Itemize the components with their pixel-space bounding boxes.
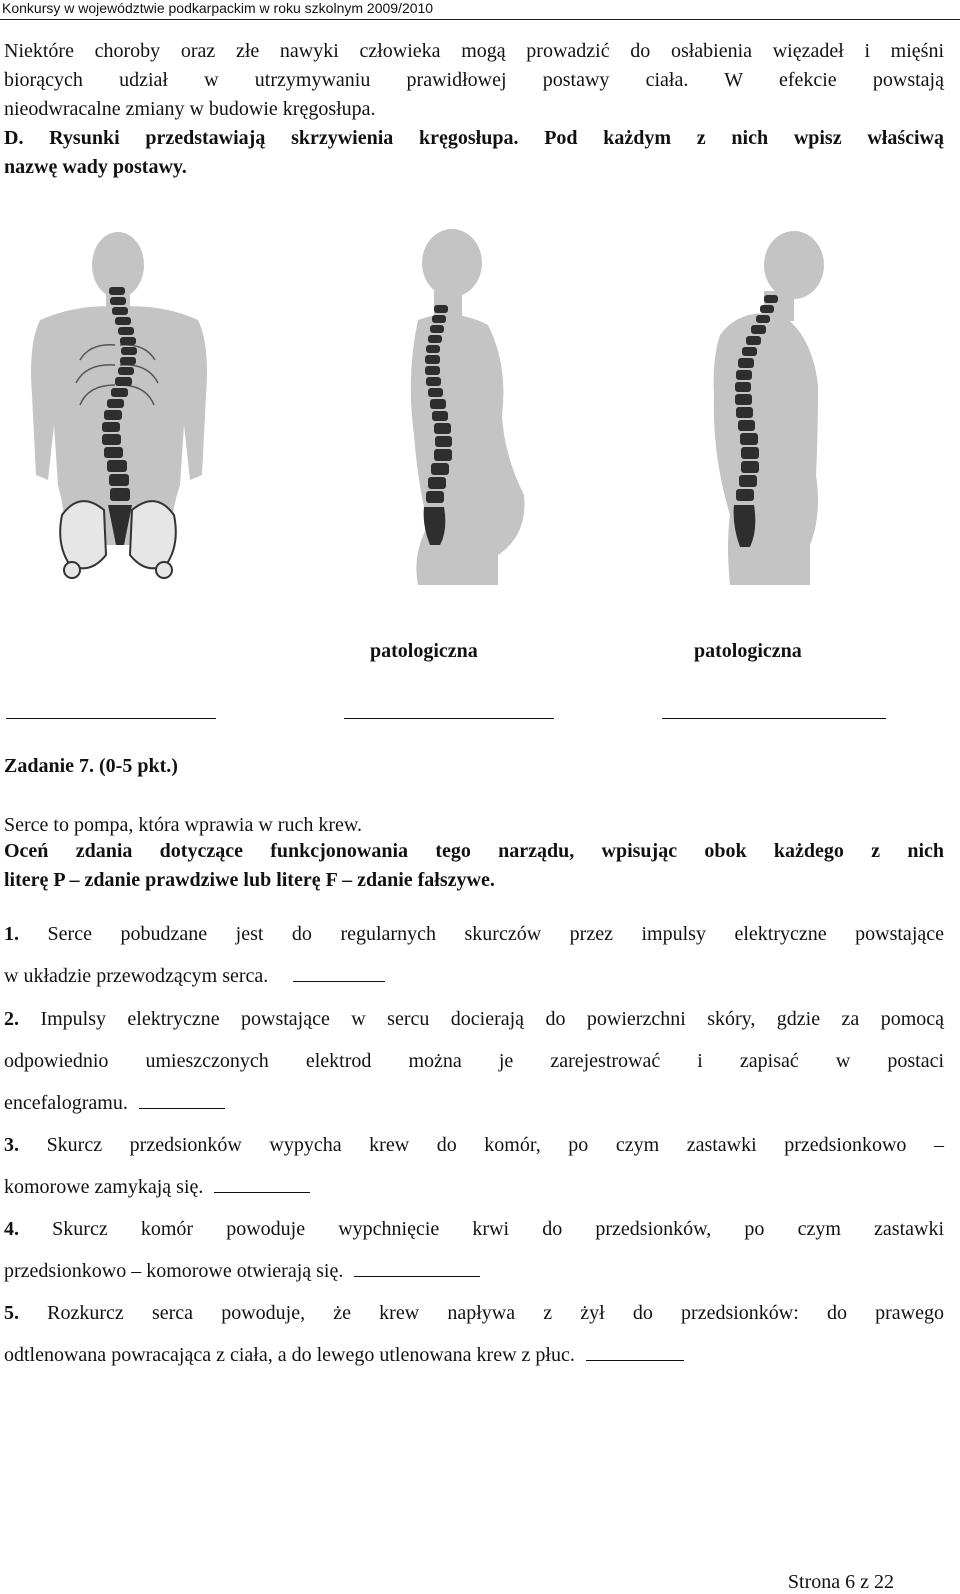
figure-kyphosis-side-view bbox=[690, 225, 860, 595]
figure-2-label: patologiczna bbox=[370, 640, 478, 662]
statement-4-line-2 bbox=[4, 1261, 944, 1282]
statement-2-number: 2. bbox=[4, 1008, 19, 1030]
statement-5-text-end: odtlenowana powracająca z ciała, a do lewego utlenowana krew z płuc. bbox=[4, 1344, 575, 1366]
statement-2-text: Impulsy elektryczne powstające w sercu docierają do powierzchni skóry, gdzie za pomocą bbox=[40, 1008, 945, 1030]
figure-scoliosis-back-view bbox=[20, 225, 220, 595]
statement-3-line-1 bbox=[4, 1135, 944, 1156]
statement-4-text-end: przedsionkowo – komorowe otwierają się. bbox=[4, 1260, 344, 1282]
statement-4-answer-blank[interactable] bbox=[354, 1275, 480, 1277]
figure-lordosis-side-view bbox=[378, 225, 548, 595]
task-7-instruction-line-1: Oceń zdania dotyczące funkcjonowania tego narządu, wpisując obok każdego z nich bbox=[4, 840, 944, 862]
statement-3-line-2 bbox=[4, 1177, 944, 1198]
statement-3-text: Skurcz przedsionków wypycha krew do komór, po czym zastawki przedsionkowo – bbox=[46, 1134, 944, 1156]
page-header: Konkursy w województwie podkarpackim w roku szkolnym 2009/2010 bbox=[0, 0, 960, 20]
statement-1-line-2 bbox=[4, 966, 944, 987]
statement-4-text: Skurcz komór powoduje wypchnięcie krwi do przedsionków, po czym zastawki bbox=[52, 1218, 944, 1240]
statement-2-text-end: encefalogramu. bbox=[4, 1092, 128, 1114]
statement-3-text-end: komorowe zamykają się. bbox=[4, 1176, 204, 1198]
intro-line-2: biorących udział w utrzymywaniu prawidłowej postawy ciała. W efekcie powstają bbox=[4, 69, 944, 91]
statement-3-number: 3. bbox=[4, 1134, 19, 1156]
statement-1-line-1 bbox=[4, 924, 944, 945]
task-7-instruction-line-2: literę P – zdanie prawdziwe lub literę F – zdanie fałszywe. bbox=[4, 869, 495, 891]
statement-5-answer-blank[interactable] bbox=[586, 1359, 684, 1361]
figure-1-answer-blank[interactable] bbox=[6, 718, 216, 719]
statement-2-answer-blank[interactable] bbox=[139, 1107, 225, 1109]
statement-1-answer-blank[interactable] bbox=[293, 980, 385, 982]
intro-line-3: nieodwracalne zmiany w budowie kręgosłupa. bbox=[4, 98, 376, 120]
task-d-line-1: D. Rysunki przedstawiają skrzywienia kręgosłupa. Pod każdym z nich wpisz właściwą bbox=[4, 127, 944, 149]
statement-5-line-2 bbox=[4, 1345, 944, 1366]
figure-3-answer-blank[interactable] bbox=[662, 718, 886, 719]
figure-3-label: patologiczna bbox=[694, 640, 802, 662]
task-d-line-2: nazwę wady postawy. bbox=[4, 156, 187, 178]
statement-4-number: 4. bbox=[4, 1218, 19, 1240]
statement-1-number: 1. bbox=[4, 923, 19, 945]
statement-4-line-1 bbox=[4, 1219, 944, 1240]
statement-5-number: 5. bbox=[4, 1302, 19, 1324]
task-7-title: Zadanie 7. (0-5 pkt.) bbox=[4, 755, 178, 777]
figure-2-answer-blank[interactable] bbox=[344, 718, 554, 719]
statement-2-line-1 bbox=[4, 1009, 944, 1030]
intro-line-1: Niektóre choroby oraz złe nawyki człowieka mogą prowadzić do osłabienia więzadeł i mięśni bbox=[4, 40, 944, 62]
spine-figures bbox=[0, 225, 960, 605]
task-7-lead: Serce to pompa, która wprawia w ruch krew. bbox=[4, 814, 363, 836]
page-number: Strona 6 z 22 bbox=[787, 1571, 894, 1593]
statement-5-line-1 bbox=[4, 1303, 944, 1324]
statement-1-text: Serce pobudzane jest do regularnych skurczów przez impulsy elektryczne powstające bbox=[47, 923, 945, 945]
statement-3-answer-blank[interactable] bbox=[214, 1191, 310, 1193]
statement-2-line-3 bbox=[4, 1093, 944, 1114]
statement-5-text: Rozkurcz serca powoduje, że krew napływa z żył do przedsionków: do prawego bbox=[47, 1302, 944, 1324]
statement-1-text-end: w układzie przewodzącym serca. bbox=[4, 965, 269, 987]
statement-2-line-2: odpowiednio umieszczonych elektrod można je zarejestrować i zapisać w postaci bbox=[4, 1050, 944, 1072]
